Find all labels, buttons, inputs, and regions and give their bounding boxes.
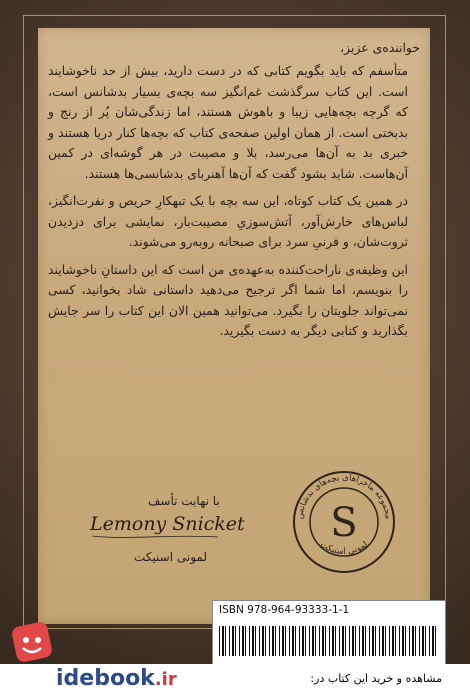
series-seal-icon <box>290 468 398 576</box>
barcode-bars <box>219 626 439 656</box>
idebook-logo-icon <box>8 618 56 666</box>
letter-panel <box>38 28 430 624</box>
seal-emblem: S <box>330 500 358 546</box>
barcode <box>212 622 446 664</box>
seal-top-text: مجموعه ماجراهای بچه‌های بدشانس <box>294 472 393 520</box>
letter-paragraph-1: متأسفم که باید بگویم کتابی که در دست دارید، بیش از حد ناخوشایند است. این کتاب سرگذشت غم‌انگیز سه بچه‌ی بسیار بدشانس است، که گرچه بچه‌هایی زیبا و باهوش هستند، اما زندگی‌شان پُر از رنج و بدبختی است. از همان اولین صفحه‌ی کتاب که بچه‌ها کنار دریا هستند و خبری بد به آن‌ها می‌رسد، بلا و مصیبت در هر گوشه‌ای در کمین آن‌هاست. شاید بشود گفت که آن‌ها آهنربای بدشانسی‌ها هستند. <box>48 63 408 181</box>
watermark-brand[interactable] <box>56 666 177 691</box>
watermark-brand-name: idebook <box>56 666 155 691</box>
handwritten-signature <box>86 504 245 544</box>
signature-text: Lemony Snicket <box>90 513 245 535</box>
letter-paragraph-2: در همین یک کتاب کوتاه، این سه بچه با یک تبهکارِ حریص و نفرت‌انگیز، لباس‌های خارش‌آور، آتش‌سوزیِ مصیبت‌بار، نمایشی برای دزدیدن ثروت‌شان، و فرنیِ سرد برای صبحانه روبه‌رو می‌شوند. <box>48 193 408 249</box>
seal-bottom-text: لمونی اسنیکت <box>318 539 370 557</box>
letter-paragraph-3: این وظیفه‌ی ناراحت‌کننده به‌عهده‌ی من است که این داستانِ ناخوشایند را بنویسم، اما شما اگر ترجیح می‌دهید داستانی شاد بخوانید، کسی نمی‌تواند جلویتان را بگیرد. می‌توانید همین الان این کتاب را سر جایش بگذارید و کتابی دیگر به دست بگیرید. <box>48 261 408 338</box>
letter-body <box>48 61 408 342</box>
letter-closing: با نهایت تأسف <box>148 494 220 508</box>
watermark-caption: مشاهده و خرید این کتاب در: <box>310 672 442 685</box>
isbn-number: ISBN 978-964-93333-1-1 <box>219 604 350 616</box>
author-name: لمونی اسنیکت <box>134 550 207 564</box>
letter-greeting: خواننده‌ی عزیز، <box>340 40 420 55</box>
isbn-box <box>212 600 446 624</box>
watermark-tld: .ir <box>154 669 177 690</box>
